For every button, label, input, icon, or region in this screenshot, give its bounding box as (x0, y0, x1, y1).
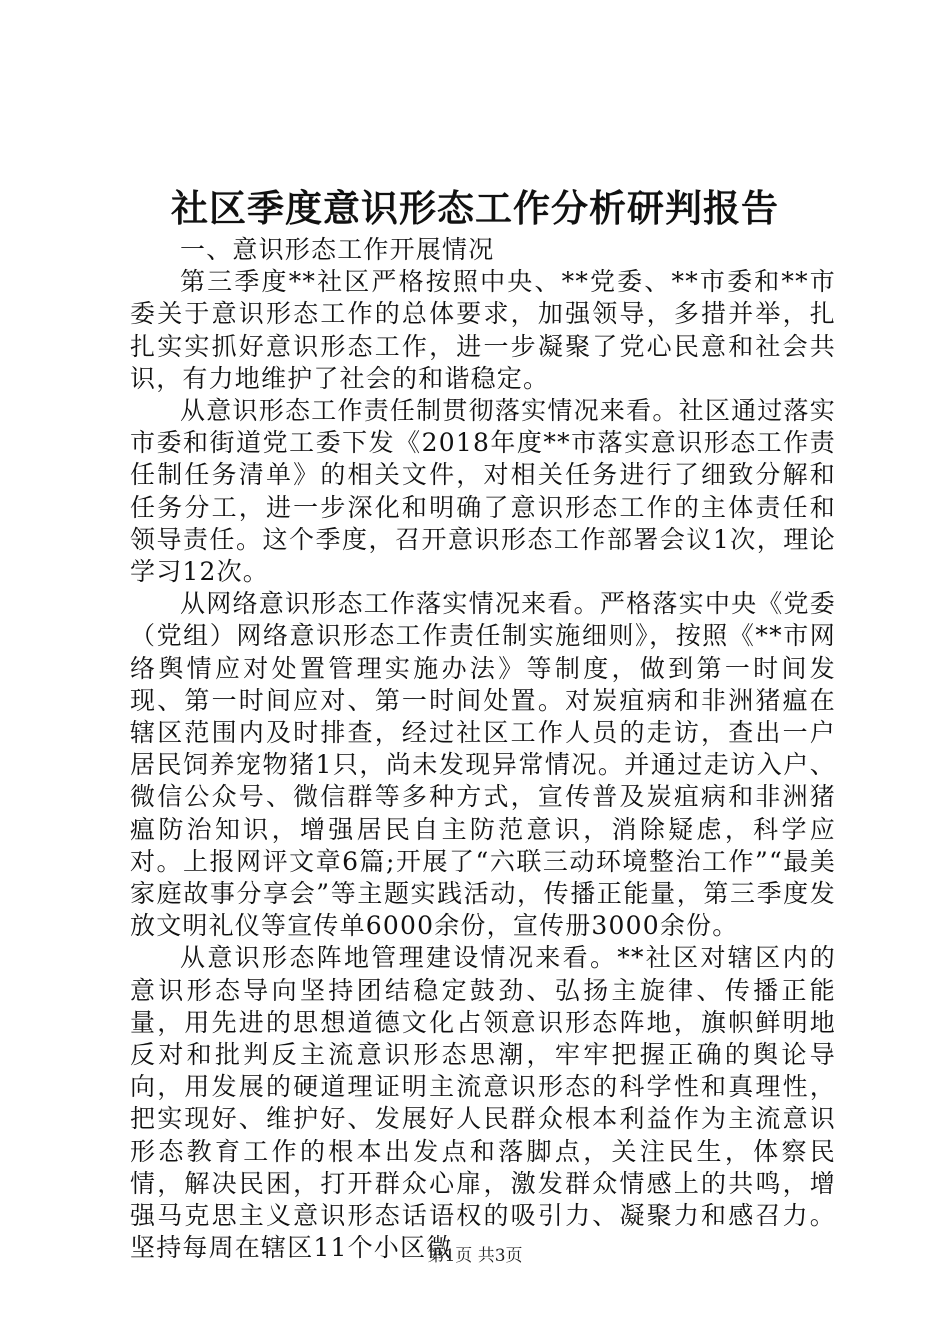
paragraph-network: 从网络意识形态工作落实情况来看。严格落实中央《党委（党组）网络意识形态工作责任制实施细则》，按照《**市网络舆情应对处置管理实施办法》等制度，做到第一时间发现、第一时间应对、第一时间处置。对炭疽病和非洲猪瘟在辖区范围内及时排查，经过社区工作人员的走访，查出一户居民饲养宠物猪1只，尚未发现异常情况。并通过走访入户、微信公众号、微信群等多种方式，宣传普及炭疽病和非洲猪瘟防治知识，增强居民自主防范意识，消除疑虑，科学应对。上报网评文章6篇;开展了“六联三动环境整治工作”“最美家庭故事分享会”等主题实践活动，传播正能量，第三季度发放文明礼仪等宣传单6000余份，宣传册3000余份。 (130, 589, 836, 941)
page-number-footer: 第1页 共3页 (427, 1246, 523, 1266)
paragraph-position-management: 从意识形态阵地管理建设情况来看。**社区对辖区内的意识形态导向坚持团结稳定鼓劲、弘扬主旋律、传播正能量，用先进的思想道德文化占领意识形态阵地，旗帜鲜明地反对和批判反主流意识形态思潮，牢牢把握正确的舆论导向，用发展的硬道理证明主流意识形态的科学性和真理性，把实现好、维护好、发展好人民群众根本利益作为主流意识形态教育工作的根本出发点和落脚点，关注民生，体察民情，解决民困，打开群众心扉，激发群众情感上的共鸣，增强马克思主义意识形态话语权的吸引力、凝聚力和感召力。坚持每周在辖区11个小区微 (130, 943, 836, 1263)
document-body (130, 234, 836, 1265)
paragraph-intro: 第三季度**社区严格按照中央、**党委、**市委和**市委关于意识形态工作的总体要求，加强领导，多措并举，扎扎实实抓好意识形态工作，进一步凝聚了党心民意和社会共识，有力地维护了社会的和谐稳定。 (130, 267, 836, 393)
section-heading: 一、意识形态工作开展情况 (180, 235, 495, 264)
document-title: 社区季度意识形态工作分析研判报告 (171, 186, 779, 230)
paragraph-responsibility: 从意识形态工作责任制贯彻落实情况来看。社区通过落实市委和街道党工委下发《2018年度**市落实意识形态工作责任制任务清单》的相关文件，对相关任务进行了细致分解和任务分工，进一步深化和明确了意识形态工作的主体责任和领导责任。这个季度，召开意识形态工作部署会议1次，理论学习12次。 (130, 396, 836, 587)
